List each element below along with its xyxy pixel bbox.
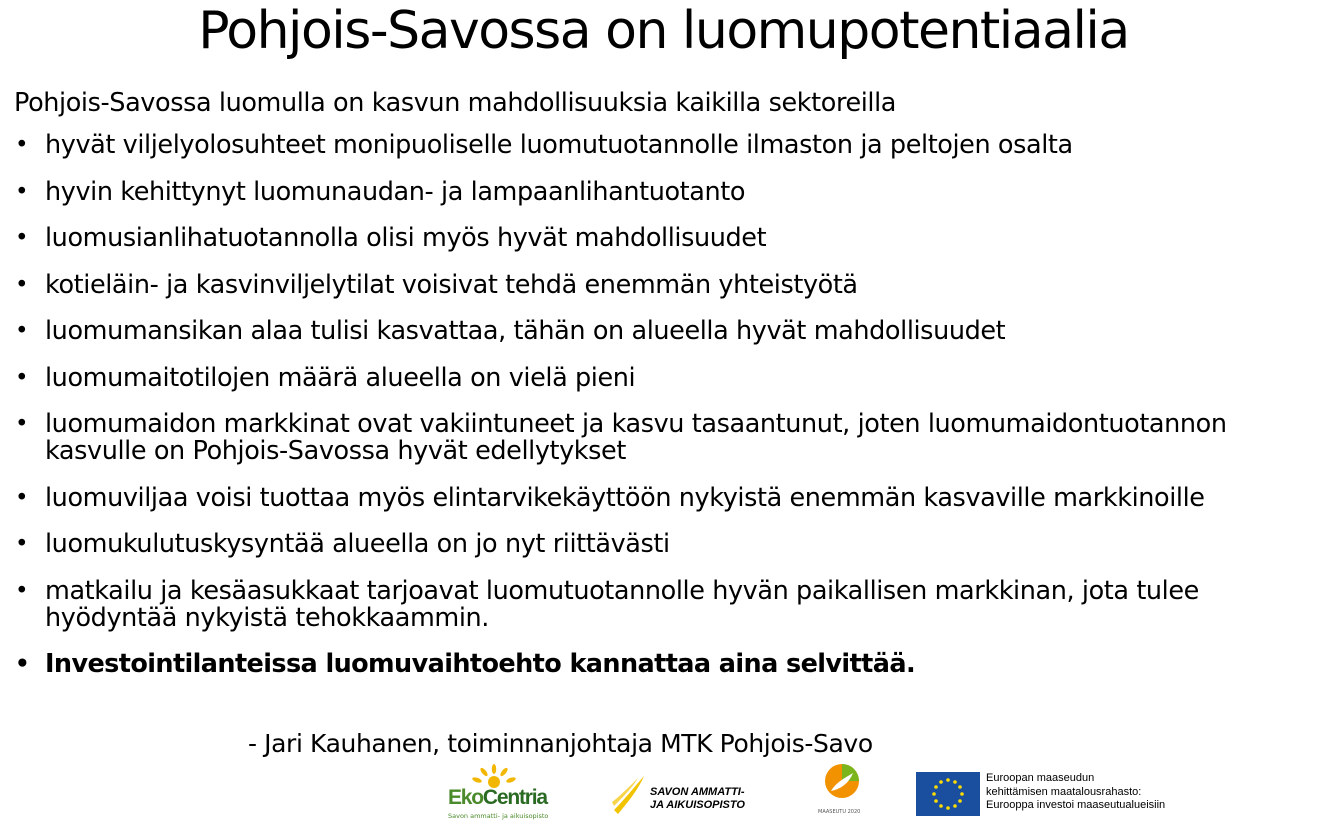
savon-text: SAVON AMMATTI- JA AIKUISOPISTO [650,786,745,811]
bullet-icon: • [15,225,29,251]
bullet-item [14,531,1314,558]
sun-icon [464,764,524,788]
bullet-text: luomuviljaa voisi tuottaa myös elintarvikekäyttöön nykyistä enemmän kasvaville markkinoille [45,482,1205,513]
bullet-icon: • [15,531,29,557]
eu-logo [916,772,1316,818]
slide-body [14,88,1314,698]
bullet-text: luomumaitotilojen määrä alueella on vielä pieni [45,362,636,393]
bullet-icon: • [15,178,29,205]
bullet-text: hyvät viljelyolosuhteet monipuoliselle luomutuotannolle ilmaston ja peltojen osalta [45,130,1073,160]
intro-text: Pohjois-Savossa luomulla on kasvun mahdollisuuksia kaikilla sektoreilla [14,88,897,118]
bullet-item [14,362,1314,393]
bullet-icon: • [15,651,30,677]
bullet-list [14,132,1314,678]
bullet-item [14,482,1314,513]
bullet-text: kotieläin- ja kasvinviljelytilat voisivat tehdä enemmän yhteistyötä [45,269,858,300]
eu-flag-icon [916,772,980,816]
bullet-icon: • [15,318,29,344]
bullet-item [14,269,1314,300]
ekocentria-logo [446,764,556,822]
bullet-text: luomukulutuskysyntää alueella on jo nyt riittävästi [45,529,670,559]
bullet-icon: • [15,577,29,604]
swoosh-icon [610,772,650,818]
bullet-text: luomumansikan alaa tulisi kasvattaa, tähän on alueella hyvät mahdollisuudet [45,316,1006,346]
bullet-text: Investointilanteissa luomuvaihtoehto kannattaa aina selvittää. [45,649,916,679]
bullet-item [14,575,1314,633]
slide-title: Pohjois-Savossa on luomupotentiaalia [198,1,1129,61]
logo-footer [0,760,1327,827]
bullet-icon: • [15,364,29,391]
bullet-text: hyvin kehittynyt luomunaudan- ja lampaanlihantuotanto [45,176,746,207]
bullet-text: matkailu ja kesäasukkaat tarjoavat luomutuotannolle hyvän paikallisen markkinan, jota tulee hyödyntää nykyistä tehokkaammin. [45,575,1199,633]
ekocentria-name: EkoCentria [448,786,547,809]
bullet-text: luomusianlihatuotannolla olisi myös hyvät mahdollisuudet [45,223,767,253]
bullet-item [14,411,1314,465]
bullet-icon: • [15,132,29,158]
bullet-item [14,225,1314,252]
bullet-icon: • [15,411,29,437]
bullet-item [14,318,1314,345]
bullet-icon: • [15,271,29,298]
bullet-item [14,132,1314,159]
bullet-item [14,176,1314,207]
attribution: - Jari Kauhanen, toiminnanjohtaja MTK Pohjois-Savo [248,729,873,758]
leaf-circle-icon [823,763,861,807]
bullet-text: luomumaidon markkinat ovat vakiintuneet ja kasvu tasaantunut, joten luomumaidontuotannon kasvulle on Pohjois-Savossa hyvät edellytykset [45,409,1227,466]
maaseutu-logo [814,763,870,823]
maaseutu-label: MAASEUTU 2020 [818,809,861,815]
bullet-item-bold [14,651,1314,678]
ekocentria-subtitle: Savon ammatti- ja aikuisopisto [448,812,549,820]
savon-logo [610,772,770,818]
eu-text: Euroopan maaseudun kehittämisen maatalousrahasto: Eurooppa investoi maaseutualueisiin [986,772,1166,811]
bullet-icon: • [15,484,29,511]
